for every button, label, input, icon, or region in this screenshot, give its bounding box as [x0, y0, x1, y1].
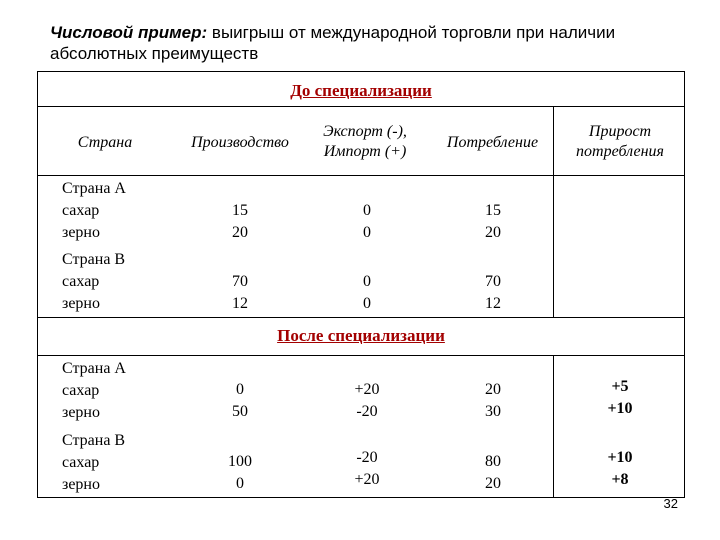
value: 20: [232, 224, 248, 241]
production-cell: [215, 451, 265, 495]
section-after: После специализации: [277, 326, 445, 345]
growth-cell: [595, 447, 645, 491]
value: +5: [611, 378, 629, 395]
value: -20: [356, 403, 378, 420]
value: 0: [363, 224, 371, 241]
value: 0: [236, 475, 244, 492]
header-import-line: Импорт (+): [323, 143, 407, 160]
value: 100: [228, 453, 252, 470]
value: 20: [485, 381, 501, 398]
country-name: Страна А: [62, 180, 126, 197]
product-grain: зерно: [62, 295, 100, 312]
product-sugar: сахар: [62, 202, 100, 219]
value: 70: [485, 273, 501, 290]
export-import-cell: [342, 271, 392, 315]
product-grain: зерно: [62, 476, 100, 493]
value: -20: [356, 449, 378, 466]
product-sugar: сахар: [62, 454, 100, 471]
production-cell: [215, 379, 265, 423]
page-number: 32: [663, 496, 678, 511]
header-growth-line2: потребления: [576, 143, 664, 160]
value: +10: [607, 449, 633, 466]
value: 15: [232, 202, 248, 219]
header-growth-line1: Прирост: [588, 123, 652, 140]
value: 0: [236, 381, 244, 398]
growth-cell: [595, 376, 645, 420]
table-divider: [37, 317, 685, 318]
value: +10: [607, 400, 633, 417]
header-country: Страна: [77, 134, 133, 151]
header-production: Производство: [191, 134, 289, 151]
value: 12: [232, 295, 248, 312]
value: 30: [485, 403, 501, 420]
value: 50: [232, 403, 248, 420]
country-cell: [62, 178, 126, 244]
country-cell: [62, 430, 125, 496]
product-grain: зерно: [62, 404, 100, 421]
value: 12: [485, 295, 501, 312]
table-divider: [553, 355, 554, 498]
country-cell: [62, 249, 125, 315]
value: +20: [354, 381, 380, 398]
title-lead: Числовой пример:: [50, 23, 208, 42]
country-name: Страна А: [62, 360, 126, 377]
export-import-cell: [342, 379, 392, 423]
value: 80: [485, 453, 501, 470]
product-sugar: сахар: [62, 273, 100, 290]
section-before: До специализации: [290, 81, 432, 100]
table-divider: [37, 175, 685, 176]
export-import-cell: [342, 447, 392, 491]
country-name: Страна В: [62, 251, 126, 268]
product-sugar: сахар: [62, 382, 100, 399]
value: 20: [485, 224, 501, 241]
header-consumption: Потребление: [446, 134, 539, 151]
value: +20: [354, 471, 380, 488]
table-divider: [37, 106, 685, 107]
value: 15: [485, 202, 501, 219]
title-rest: выигрыш от международной торговли при наличии абсолютных преимуществ: [50, 23, 616, 63]
header-export-line: Экспорт (-),: [323, 123, 407, 140]
consumption-cell: [468, 200, 518, 244]
production-cell: [215, 271, 265, 315]
value: +8: [611, 471, 629, 488]
header-growth: [555, 122, 685, 162]
value: 0: [363, 273, 371, 290]
consumption-cell: [468, 271, 518, 315]
slide-title: [50, 22, 690, 64]
country-cell: [62, 358, 126, 424]
value: 70: [232, 273, 248, 290]
production-cell: [215, 200, 265, 244]
value: 20: [485, 475, 501, 492]
value: 0: [363, 202, 371, 219]
consumption-cell: [468, 379, 518, 423]
value: 0: [363, 295, 371, 312]
table-divider: [37, 355, 685, 356]
consumption-cell: [468, 451, 518, 495]
product-grain: зерно: [62, 224, 100, 241]
header-export-import: [300, 122, 430, 162]
country-name: Страна В: [62, 432, 126, 449]
export-import-cell: [342, 200, 392, 244]
